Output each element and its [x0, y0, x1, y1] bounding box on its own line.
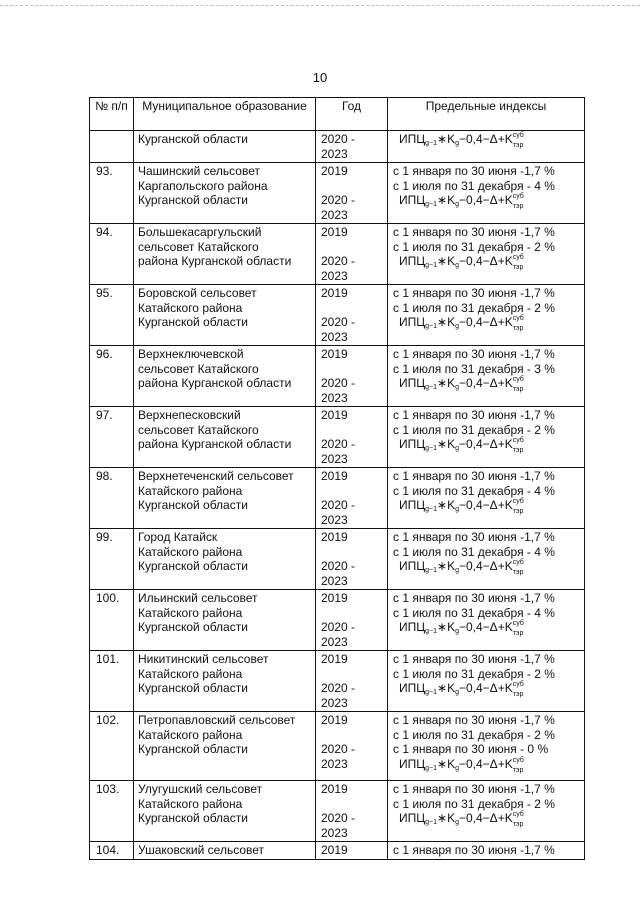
indices-cell: [388, 224, 585, 285]
row-number: 93.: [90, 163, 134, 224]
year-line: 2019: [321, 408, 348, 422]
index-formula: $ИПЦ_{g-1}∗K_g-0,4-\Delta+K$ суб тэр: [399, 620, 524, 637]
municipality-line: Улугушский сельсовет: [138, 782, 263, 796]
row-number: 98.: [90, 468, 134, 529]
index-line: с 1 января по 30 июня -1,7 %: [393, 408, 555, 422]
table-row: [90, 346, 585, 407]
year-line: 2023: [321, 451, 348, 466]
index-formula: $ИПЦ_{g-1}∗K_g-0,4-\Delta+K$ суб тэр: [399, 437, 524, 454]
year-line: 2020 -: [321, 193, 356, 207]
municipality-cell: [134, 224, 316, 285]
row-number: 101.: [90, 651, 134, 712]
index-line: с 1 января по 30 июня -1,7 %: [393, 530, 555, 544]
table-row: [90, 590, 585, 651]
municipality-line: Курганской области: [138, 132, 248, 146]
table-row: [90, 407, 585, 468]
year-line: 2020 -: [321, 132, 356, 146]
year-line: 2023: [321, 146, 348, 161]
municipality-line: района Курганской области: [138, 376, 292, 390]
year-cell: [316, 842, 388, 860]
year-line: 2020 -: [321, 620, 356, 634]
municipality-cell: [134, 346, 316, 407]
municipality-line: Катайского района: [138, 544, 243, 559]
year-line: 2020 -: [321, 681, 356, 695]
municipality-cell: [134, 131, 316, 163]
indices-cell: [388, 468, 585, 529]
year-cell: [316, 346, 388, 407]
year-cell: [316, 590, 388, 651]
index-line: с 1 января по 30 июня -1,7 %: [393, 225, 555, 239]
index-line: с 1 июля по 31 декабря - 3 %: [393, 361, 555, 376]
municipality-cell: [134, 285, 316, 346]
year-line: 2019: [321, 782, 348, 796]
year-cell: [316, 781, 388, 842]
municipality-line: Верхнеключевской: [138, 347, 244, 361]
row-number: [90, 131, 134, 163]
year-line: 2020 -: [321, 315, 356, 329]
year-cell: [316, 529, 388, 590]
index-formula: $ИПЦ_{g-1}∗K_g-0,4-\Delta+K$ суб тэр: [399, 559, 524, 576]
table-row: [90, 131, 585, 163]
municipality-line: сельсовет Катайского: [138, 361, 259, 376]
indices-cell: [388, 529, 585, 590]
indices-cell: [388, 163, 585, 224]
municipality-line: Каргапольского района: [138, 178, 268, 193]
municipality-line: Боровской сельсовет: [138, 286, 257, 300]
municipality-cell: [134, 842, 316, 860]
table-row: [90, 651, 585, 712]
municipality-line: Курганской области: [138, 193, 248, 207]
index-line: с 1 января по 30 июня -1,7 %: [393, 713, 555, 727]
municipality-cell: [134, 712, 316, 781]
index-formula: $ИПЦ_{g-1}∗K_g-0,4-\Delta+K$ суб тэр: [399, 811, 524, 828]
limit-indices-table: [89, 97, 585, 860]
year-line: 2020 -: [321, 811, 356, 825]
row-number: 99.: [90, 529, 134, 590]
year-line: 2023: [321, 268, 348, 283]
year-line: 2020 -: [321, 559, 356, 573]
indices-cell: [388, 781, 585, 842]
municipality-line: Курганской области: [138, 315, 248, 329]
year-line: 2023: [321, 207, 348, 222]
index-line: с 1 января по 30 июня -1,7 %: [393, 164, 555, 178]
municipality-line: района Курганской области: [138, 254, 292, 268]
municipality-line: Город Катайск: [138, 530, 218, 544]
table-row: [90, 285, 585, 346]
year-line: 2020 -: [321, 742, 356, 756]
year-line: 2023: [321, 573, 348, 588]
scan-edge-line: [0, 5, 640, 6]
municipality-line: Курганской области: [138, 620, 248, 634]
index-line: с 1 января по 30 июня -1,7 %: [393, 286, 555, 300]
indices-cell: [388, 651, 585, 712]
index-line: с 1 января по 30 июня -1,7 %: [393, 782, 555, 796]
year-cell: [316, 712, 388, 781]
municipality-line: Верхнетеченский сельсовет: [138, 469, 294, 483]
year-line: 2023: [321, 390, 348, 405]
index-formula: $ИПЦ_{g-1}∗K_g-0,4-\Delta+K$ суб тэр: [399, 498, 524, 515]
year-line: 2019: [321, 652, 348, 666]
municipality-line: Верхнепесковский: [138, 408, 241, 422]
year-cell: [316, 651, 388, 712]
year-cell: [316, 163, 388, 224]
municipality-line: Катайского района: [138, 300, 243, 315]
table-row: [90, 163, 585, 224]
row-number: 100.: [90, 590, 134, 651]
row-number: 94.: [90, 224, 134, 285]
index-formula: $ИПЦ_{g-1}∗K_g-0,4-\Delta+K$ суб тэр: [399, 132, 524, 149]
row-number: 97.: [90, 407, 134, 468]
year-line: 2023: [321, 634, 348, 649]
indices-cell: [388, 842, 585, 860]
year-cell: [316, 468, 388, 529]
municipality-line: Ушаковский сельсовет: [138, 843, 265, 857]
year-line: 2023: [321, 329, 348, 344]
municipality-line: Ильинский сельсовет: [138, 591, 258, 605]
municipality-line: сельсовет Катайского: [138, 422, 259, 437]
table-body: [90, 131, 585, 860]
index-line: с 1 января по 30 июня -1,7 %: [393, 347, 555, 361]
index-formula: $ИПЦ_{g-1}∗K_g-0,4-\Delta+K$ суб тэр: [399, 254, 524, 271]
table-row: [90, 712, 585, 781]
year-cell: [316, 131, 388, 163]
table-row: [90, 781, 585, 842]
municipality-cell: [134, 781, 316, 842]
table-row: [90, 468, 585, 529]
index-formula: $ИПЦ_{g-1}∗K_g-0,4-\Delta+K$ суб тэр: [399, 756, 524, 774]
header-municipality: Муниципальное образование: [134, 98, 316, 131]
year-line: 2019: [321, 286, 348, 300]
municipality-cell: [134, 468, 316, 529]
index-line: с 1 июля по 31 декабря - 2 %: [393, 422, 555, 437]
indices-cell: [388, 590, 585, 651]
index-line: с 1 июля по 31 декабря - 2 %: [393, 239, 555, 254]
municipality-line: Курганской области: [138, 498, 248, 512]
municipality-line: Петропавловский сельсовет: [138, 713, 296, 727]
municipality-line: Катайского района: [138, 605, 243, 620]
municipality-line: Большекасаргульский: [138, 225, 262, 239]
page-number: 10: [312, 70, 328, 85]
row-number: 102.: [90, 712, 134, 781]
municipality-line: Чашинский сельсовет: [138, 164, 260, 178]
index-formula: $ИПЦ_{g-1}∗K_g-0,4-\Delta+K$ суб тэр: [399, 681, 524, 698]
indices-cell: [388, 407, 585, 468]
row-number: 95.: [90, 285, 134, 346]
municipality-cell: [134, 590, 316, 651]
year-line: 2023: [321, 756, 348, 771]
year-cell: [316, 224, 388, 285]
year-line: 2023: [321, 695, 348, 710]
year-line: 2020 -: [321, 254, 356, 268]
year-line: 2023: [321, 825, 348, 840]
year-line: 2019: [321, 164, 348, 178]
year-line: 2020 -: [321, 376, 356, 390]
header-year: Год: [316, 98, 388, 131]
year-cell: [316, 285, 388, 346]
indices-cell: [388, 712, 585, 781]
municipality-cell: [134, 407, 316, 468]
table-header-row: [90, 98, 585, 131]
index-line: с 1 января по 30 июня - 0 %: [393, 742, 549, 756]
indices-cell: [388, 285, 585, 346]
index-line: с 1 января по 30 июня -1,7 %: [393, 591, 555, 605]
year-cell: [316, 407, 388, 468]
index-line: с 1 июля по 31 декабря - 2 %: [393, 796, 555, 811]
municipality-line: Катайского района: [138, 483, 243, 498]
year-line: 2019: [321, 347, 348, 361]
index-formula: $ИПЦ_{g-1}∗K_g-0,4-\Delta+K$ суб тэр: [399, 376, 524, 393]
index-formula: $ИПЦ_{g-1}∗K_g-0,4-\Delta+K$ суб тэр: [399, 193, 524, 210]
municipality-line: Никитинский сельсовет: [138, 652, 269, 666]
table-row: [90, 529, 585, 590]
index-line: с 1 июля по 31 декабря - 4 %: [393, 605, 555, 620]
row-number: 104.: [90, 842, 134, 860]
year-line: 2020 -: [321, 498, 356, 512]
municipality-cell: [134, 529, 316, 590]
municipality-line: Курганской области: [138, 811, 248, 825]
municipality-line: Катайского района: [138, 666, 243, 681]
indices-cell: [388, 131, 585, 163]
municipality-line: района Курганской области: [138, 437, 292, 451]
index-line: с 1 января по 30 июня -1,7 %: [393, 652, 555, 666]
row-number: 96.: [90, 346, 134, 407]
municipality-cell: [134, 163, 316, 224]
municipality-line: Курганской области: [138, 559, 248, 573]
index-line: с 1 июля по 31 декабря - 2 %: [393, 666, 555, 681]
row-number: 103.: [90, 781, 134, 842]
year-line: 2019: [321, 591, 348, 605]
table-row: [90, 224, 585, 285]
header-indices: Предельные индексы: [388, 98, 585, 131]
municipality-line: Курганской области: [138, 681, 248, 695]
index-formula: $ИПЦ_{g-1}∗K_g-0,4-\Delta+K$ суб тэр: [399, 315, 524, 332]
table-row: [90, 842, 585, 860]
index-line: с 1 июля по 31 декабря - 4 %: [393, 178, 555, 193]
header-num: № п/п: [90, 98, 134, 131]
year-line: 2020 -: [321, 437, 356, 451]
municipality-cell: [134, 651, 316, 712]
year-line: 2019: [321, 469, 348, 483]
index-line: с 1 июля по 31 декабря - 4 %: [393, 544, 555, 559]
indices-cell: [388, 346, 585, 407]
index-line: с 1 июля по 31 декабря - 2 %: [393, 300, 555, 315]
index-line: с 1 января по 30 июня -1,7 %: [393, 469, 555, 483]
year-line: 2019: [321, 713, 348, 727]
municipality-line: Катайского района: [138, 727, 243, 742]
year-line: 2019: [321, 225, 348, 239]
year-line: 2019: [321, 843, 348, 857]
municipality-line: Катайского района: [138, 796, 243, 811]
index-line: с 1 июля по 31 декабря - 4 %: [393, 483, 555, 498]
municipality-line: Курганской области: [138, 742, 248, 756]
index-line: с 1 июля по 31 декабря - 2 %: [393, 727, 555, 742]
municipality-line: сельсовет Катайского: [138, 239, 259, 254]
index-line: с 1 января по 30 июня -1,7 %: [393, 843, 555, 857]
year-line: 2023: [321, 512, 348, 527]
year-line: 2019: [321, 530, 348, 544]
